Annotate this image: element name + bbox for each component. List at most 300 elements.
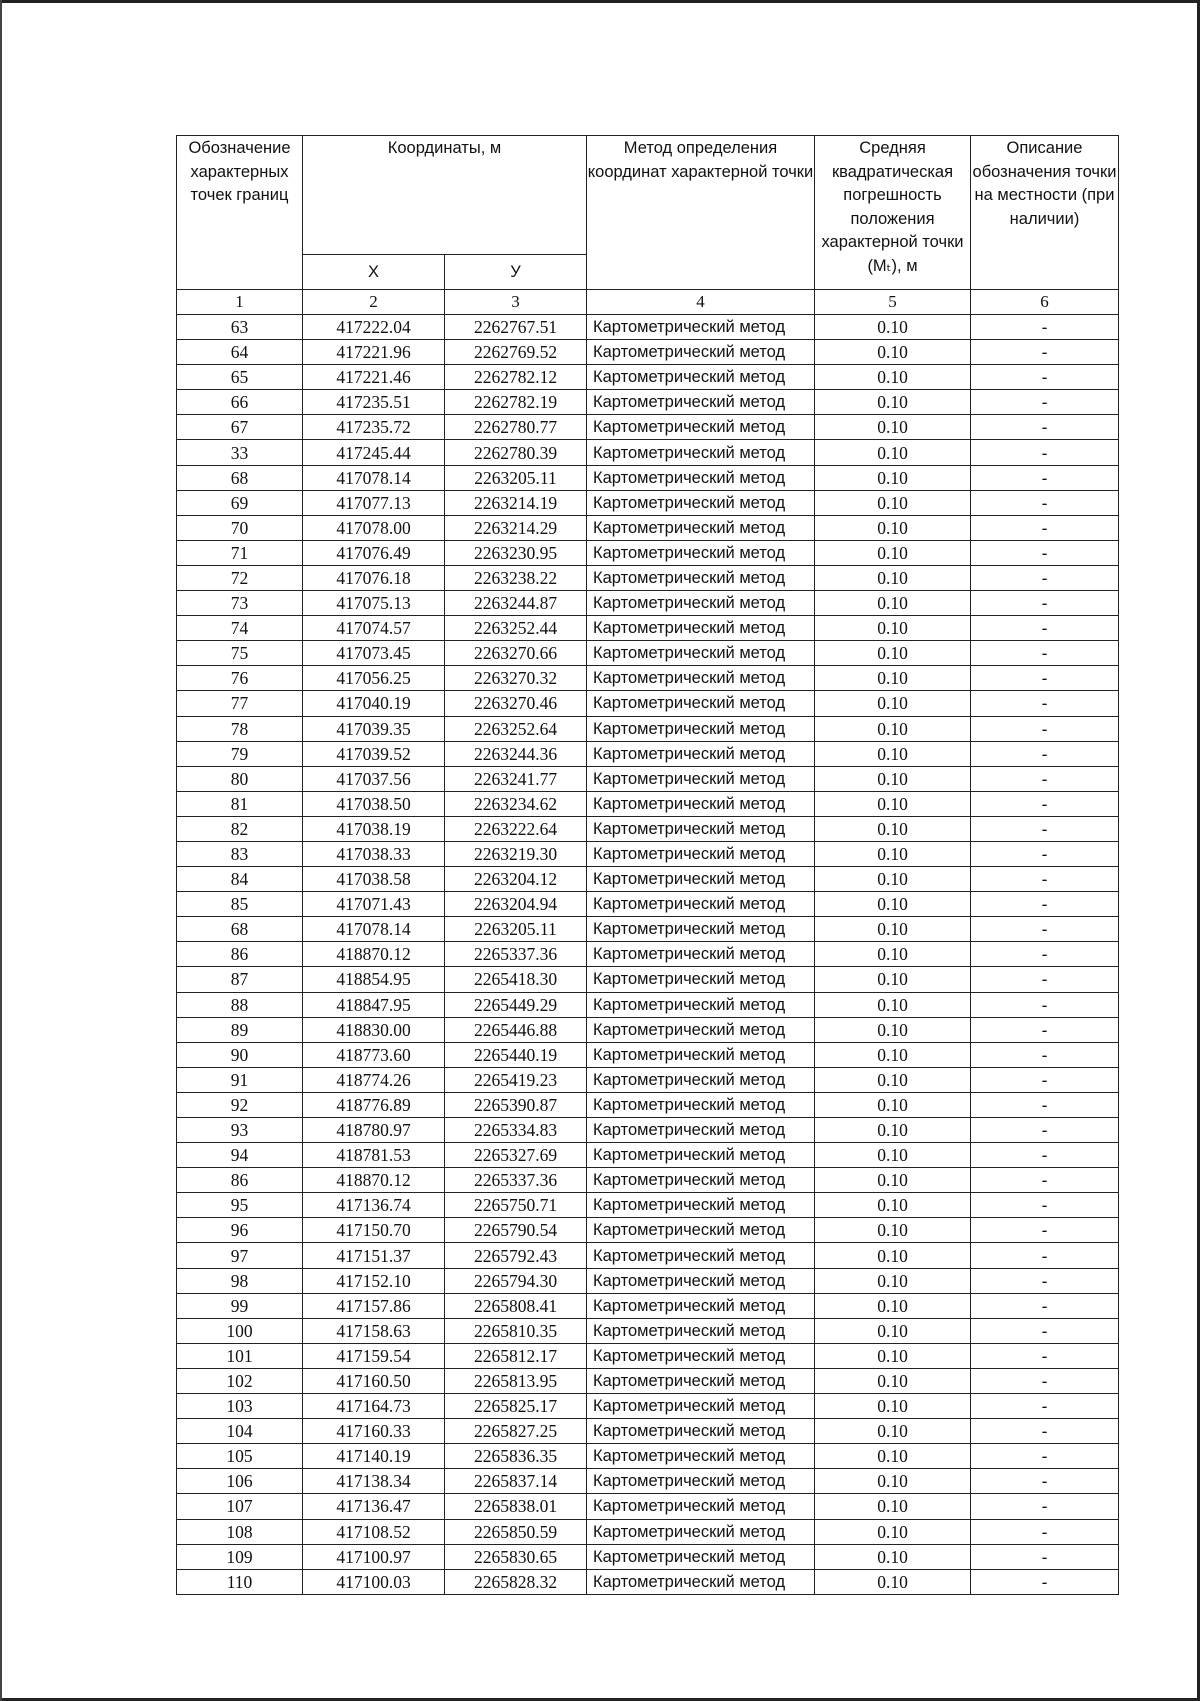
y-coordinate-cell: 2262769.52: [445, 340, 587, 365]
y-coordinate-cell: 2263270.46: [445, 691, 587, 716]
x-coordinate-cell: 417164.73: [303, 1394, 445, 1419]
rms-error-cell: 0.10: [815, 867, 971, 892]
rms-error-cell: 0.10: [815, 390, 971, 415]
point-id-cell: 106: [177, 1469, 303, 1494]
description-cell: -: [971, 841, 1119, 866]
x-coordinate-cell: 417221.46: [303, 365, 445, 390]
description-cell: -: [971, 565, 1119, 590]
rms-error-cell: 0.10: [815, 565, 971, 590]
y-coordinate-cell: 2263252.64: [445, 716, 587, 741]
method-cell: Картометрический метод: [587, 1419, 815, 1444]
method-cell: Картометрический метод: [587, 1394, 815, 1419]
table-row: [177, 340, 1119, 365]
y-coordinate-cell: 2263230.95: [445, 540, 587, 565]
point-id-cell: 107: [177, 1494, 303, 1519]
table-row: [177, 892, 1119, 917]
description-cell: -: [971, 415, 1119, 440]
point-id-cell: 67: [177, 415, 303, 440]
table-row: [177, 515, 1119, 540]
point-id-cell: 80: [177, 766, 303, 791]
description-cell: -: [971, 490, 1119, 515]
method-cell: Картометрический метод: [587, 1293, 815, 1318]
y-coordinate-cell: 2265850.59: [445, 1519, 587, 1544]
method-cell: Картометрический метод: [587, 565, 815, 590]
description-cell: -: [971, 616, 1119, 641]
x-coordinate-cell: 417038.19: [303, 816, 445, 841]
y-coordinate-cell: 2265837.14: [445, 1469, 587, 1494]
table-row: [177, 465, 1119, 490]
method-cell: Картометрический метод: [587, 766, 815, 791]
point-id-cell: 82: [177, 816, 303, 841]
description-cell: -: [971, 666, 1119, 691]
y-coordinate-cell: 2265790.54: [445, 1218, 587, 1243]
x-coordinate-cell: 417151.37: [303, 1243, 445, 1268]
description-cell: -: [971, 967, 1119, 992]
x-coordinate-cell: 417222.04: [303, 315, 445, 340]
method-cell: Картометрический метод: [587, 515, 815, 540]
header-y: У: [445, 255, 587, 290]
method-cell: Картометрический метод: [587, 490, 815, 515]
column-number: 1: [177, 290, 303, 315]
x-coordinate-cell: 418870.12: [303, 1168, 445, 1193]
table-row: [177, 766, 1119, 791]
x-coordinate-cell: 417138.34: [303, 1469, 445, 1494]
rms-error-cell: 0.10: [815, 490, 971, 515]
description-cell: -: [971, 1092, 1119, 1117]
method-cell: Картометрический метод: [587, 967, 815, 992]
method-cell: Картометрический метод: [587, 1469, 815, 1494]
point-id-cell: 84: [177, 867, 303, 892]
method-cell: Картометрический метод: [587, 616, 815, 641]
description-cell: -: [971, 716, 1119, 741]
rms-error-cell: 0.10: [815, 1419, 971, 1444]
rms-error-cell: 0.10: [815, 1318, 971, 1343]
y-coordinate-cell: 2263219.30: [445, 841, 587, 866]
description-cell: -: [971, 1243, 1119, 1268]
table-row: [177, 666, 1119, 691]
table-row: [177, 1118, 1119, 1143]
description-cell: -: [971, 892, 1119, 917]
method-cell: Картометрический метод: [587, 1017, 815, 1042]
method-cell: Картометрический метод: [587, 1268, 815, 1293]
x-coordinate-cell: 417071.43: [303, 892, 445, 917]
y-coordinate-cell: 2265827.25: [445, 1419, 587, 1444]
method-cell: Картометрический метод: [587, 1243, 815, 1268]
page-border-top: [0, 0, 1200, 3]
description-cell: -: [971, 791, 1119, 816]
point-id-cell: 94: [177, 1143, 303, 1168]
point-id-cell: 65: [177, 365, 303, 390]
method-cell: Картометрический метод: [587, 1519, 815, 1544]
x-coordinate-cell: 417136.74: [303, 1193, 445, 1218]
x-coordinate-cell: 417152.10: [303, 1268, 445, 1293]
description-cell: -: [971, 515, 1119, 540]
column-number: 6: [971, 290, 1119, 315]
header-x: X: [303, 255, 445, 290]
description-cell: -: [971, 1569, 1119, 1594]
rms-error-cell: 0.10: [815, 841, 971, 866]
method-cell: Картометрический метод: [587, 1042, 815, 1067]
description-cell: -: [971, 1218, 1119, 1243]
x-coordinate-cell: 417140.19: [303, 1444, 445, 1469]
description-cell: -: [971, 1394, 1119, 1419]
rms-error-cell: 0.10: [815, 666, 971, 691]
description-cell: -: [971, 917, 1119, 942]
table-row: [177, 591, 1119, 616]
point-id-cell: 86: [177, 1168, 303, 1193]
method-cell: Картометрический метод: [587, 340, 815, 365]
description-cell: -: [971, 1118, 1119, 1143]
rms-error-cell: 0.10: [815, 1394, 971, 1419]
column-number: 4: [587, 290, 815, 315]
description-cell: -: [971, 1268, 1119, 1293]
table-row: [177, 1494, 1119, 1519]
point-id-cell: 77: [177, 691, 303, 716]
method-cell: Картометрический метод: [587, 942, 815, 967]
description-cell: -: [971, 766, 1119, 791]
point-id-cell: 90: [177, 1042, 303, 1067]
x-coordinate-cell: 418774.26: [303, 1067, 445, 1092]
x-coordinate-cell: 417037.56: [303, 766, 445, 791]
table-row: [177, 1143, 1119, 1168]
y-coordinate-cell: 2265446.88: [445, 1017, 587, 1042]
rms-error-cell: 0.10: [815, 1143, 971, 1168]
method-cell: Картометрический метод: [587, 1218, 815, 1243]
y-coordinate-cell: 2262782.19: [445, 390, 587, 415]
description-cell: -: [971, 1293, 1119, 1318]
description-cell: -: [971, 315, 1119, 340]
point-id-cell: 76: [177, 666, 303, 691]
rms-error-cell: 0.10: [815, 540, 971, 565]
method-cell: Картометрический метод: [587, 315, 815, 340]
x-coordinate-cell: 418847.95: [303, 992, 445, 1017]
point-id-cell: 78: [177, 716, 303, 741]
rms-error-cell: 0.10: [815, 1017, 971, 1042]
x-coordinate-cell: 418773.60: [303, 1042, 445, 1067]
x-coordinate-cell: 418781.53: [303, 1143, 445, 1168]
table-row: [177, 917, 1119, 942]
y-coordinate-cell: 2263222.64: [445, 816, 587, 841]
method-cell: Картометрический метод: [587, 791, 815, 816]
header-description: Описание обозначения точки на местности (при наличии): [971, 136, 1119, 290]
description-cell: -: [971, 641, 1119, 666]
point-id-cell: 103: [177, 1394, 303, 1419]
description-cell: -: [971, 340, 1119, 365]
y-coordinate-cell: 2263204.94: [445, 892, 587, 917]
x-coordinate-cell: 417077.13: [303, 490, 445, 515]
rms-error-cell: 0.10: [815, 1343, 971, 1368]
table-row: [177, 1394, 1119, 1419]
x-coordinate-cell: 417160.33: [303, 1419, 445, 1444]
y-coordinate-cell: 2262780.77: [445, 415, 587, 440]
y-coordinate-cell: 2265750.71: [445, 1193, 587, 1218]
method-cell: Картометрический метод: [587, 465, 815, 490]
rms-error-cell: 0.10: [815, 741, 971, 766]
table-row: [177, 1092, 1119, 1117]
y-coordinate-cell: 2263214.29: [445, 515, 587, 540]
rms-error-cell: 0.10: [815, 1519, 971, 1544]
x-coordinate-cell: 417075.13: [303, 591, 445, 616]
point-id-cell: 72: [177, 565, 303, 590]
y-coordinate-cell: 2263205.11: [445, 917, 587, 942]
x-coordinate-cell: 417245.44: [303, 440, 445, 465]
method-cell: Картометрический метод: [587, 440, 815, 465]
x-coordinate-cell: 417038.58: [303, 867, 445, 892]
x-coordinate-cell: 417076.18: [303, 565, 445, 590]
point-id-cell: 104: [177, 1419, 303, 1444]
rms-error-cell: 0.10: [815, 1444, 971, 1469]
table-row: [177, 841, 1119, 866]
table-row: [177, 1243, 1119, 1268]
table-row: [177, 1444, 1119, 1469]
rms-error-cell: 0.10: [815, 415, 971, 440]
point-id-cell: 71: [177, 540, 303, 565]
point-id-cell: 85: [177, 892, 303, 917]
x-coordinate-cell: 418854.95: [303, 967, 445, 992]
rms-error-cell: 0.10: [815, 1243, 971, 1268]
point-id-cell: 98: [177, 1268, 303, 1293]
table-row: [177, 490, 1119, 515]
rms-error-cell: 0.10: [815, 365, 971, 390]
method-cell: Картометрический метод: [587, 591, 815, 616]
rms-error-cell: 0.10: [815, 1193, 971, 1218]
x-coordinate-cell: 417100.97: [303, 1544, 445, 1569]
y-coordinate-cell: 2263214.19: [445, 490, 587, 515]
method-cell: Картометрический метод: [587, 1494, 815, 1519]
y-coordinate-cell: 2263204.12: [445, 867, 587, 892]
rms-error-cell: 0.10: [815, 691, 971, 716]
y-coordinate-cell: 2265836.35: [445, 1444, 587, 1469]
point-id-cell: 109: [177, 1544, 303, 1569]
point-id-cell: 100: [177, 1318, 303, 1343]
table-row: [177, 315, 1119, 340]
table-row: [177, 616, 1119, 641]
method-cell: Картометрический метод: [587, 641, 815, 666]
table-row: [177, 1419, 1119, 1444]
method-cell: Картометрический метод: [587, 1368, 815, 1393]
description-cell: -: [971, 1444, 1119, 1469]
x-coordinate-cell: 417136.47: [303, 1494, 445, 1519]
y-coordinate-cell: 2265418.30: [445, 967, 587, 992]
method-cell: Картометрический метод: [587, 1318, 815, 1343]
x-coordinate-cell: 417073.45: [303, 641, 445, 666]
x-coordinate-cell: 417150.70: [303, 1218, 445, 1243]
y-coordinate-cell: 2265334.83: [445, 1118, 587, 1143]
point-id-cell: 93: [177, 1118, 303, 1143]
method-cell: Картометрический метод: [587, 540, 815, 565]
point-id-cell: 70: [177, 515, 303, 540]
method-cell: Картометрический метод: [587, 816, 815, 841]
x-coordinate-cell: 417076.49: [303, 540, 445, 565]
description-cell: -: [971, 1469, 1119, 1494]
method-cell: Картометрический метод: [587, 741, 815, 766]
y-coordinate-cell: 2263270.66: [445, 641, 587, 666]
y-coordinate-cell: 2265825.17: [445, 1394, 587, 1419]
table-row: [177, 641, 1119, 666]
description-cell: -: [971, 867, 1119, 892]
table-header: [177, 136, 1119, 315]
x-coordinate-cell: 417158.63: [303, 1318, 445, 1343]
description-cell: -: [971, 390, 1119, 415]
rms-error-cell: 0.10: [815, 1168, 971, 1193]
rms-error-cell: 0.10: [815, 1544, 971, 1569]
rms-error-cell: 0.10: [815, 942, 971, 967]
x-coordinate-cell: 418870.12: [303, 942, 445, 967]
point-id-cell: 96: [177, 1218, 303, 1243]
x-coordinate-cell: 417078.00: [303, 515, 445, 540]
description-cell: -: [971, 1318, 1119, 1343]
point-id-cell: 73: [177, 591, 303, 616]
method-cell: Картометрический метод: [587, 841, 815, 866]
table-row: [177, 1017, 1119, 1042]
x-coordinate-cell: 417038.50: [303, 791, 445, 816]
table-row: [177, 691, 1119, 716]
method-cell: Картометрический метод: [587, 1168, 815, 1193]
description-cell: -: [971, 591, 1119, 616]
rms-error-cell: 0.10: [815, 892, 971, 917]
description-cell: -: [971, 365, 1119, 390]
x-coordinate-cell: 417100.03: [303, 1569, 445, 1594]
description-cell: -: [971, 816, 1119, 841]
point-id-cell: 101: [177, 1343, 303, 1368]
x-coordinate-cell: 417078.14: [303, 465, 445, 490]
rms-error-cell: 0.10: [815, 917, 971, 942]
table-row: [177, 1067, 1119, 1092]
description-cell: -: [971, 1193, 1119, 1218]
table-row: [177, 1193, 1119, 1218]
x-coordinate-cell: 417056.25: [303, 666, 445, 691]
point-id-cell: 92: [177, 1092, 303, 1117]
table-row: [177, 390, 1119, 415]
table-row: [177, 565, 1119, 590]
description-cell: -: [971, 942, 1119, 967]
point-id-cell: 75: [177, 641, 303, 666]
table-row: [177, 716, 1119, 741]
method-cell: Картометрический метод: [587, 365, 815, 390]
description-cell: -: [971, 1494, 1119, 1519]
method-cell: Картометрический метод: [587, 1092, 815, 1117]
description-cell: -: [971, 1017, 1119, 1042]
rms-error-cell: 0.10: [815, 315, 971, 340]
point-id-cell: 95: [177, 1193, 303, 1218]
column-number: 3: [445, 290, 587, 315]
y-coordinate-cell: 2265390.87: [445, 1092, 587, 1117]
description-cell: -: [971, 1168, 1119, 1193]
x-coordinate-cell: 418830.00: [303, 1017, 445, 1042]
method-cell: Картометрический метод: [587, 1118, 815, 1143]
method-cell: Картометрический метод: [587, 691, 815, 716]
description-cell: -: [971, 1143, 1119, 1168]
point-id-cell: 89: [177, 1017, 303, 1042]
table-row: [177, 1268, 1119, 1293]
column-number: 2: [303, 290, 445, 315]
y-coordinate-cell: 2262767.51: [445, 315, 587, 340]
description-cell: -: [971, 691, 1119, 716]
y-coordinate-cell: 2263241.77: [445, 766, 587, 791]
point-id-cell: 102: [177, 1368, 303, 1393]
x-coordinate-cell: 417235.72: [303, 415, 445, 440]
rms-error-cell: 0.10: [815, 641, 971, 666]
rms-error-cell: 0.10: [815, 1494, 971, 1519]
y-coordinate-cell: 2265794.30: [445, 1268, 587, 1293]
rms-error-cell: 0.10: [815, 992, 971, 1017]
header-method: Метод определения координат характерной точки: [587, 136, 815, 290]
description-cell: -: [971, 440, 1119, 465]
y-coordinate-cell: 2265337.36: [445, 942, 587, 967]
rms-error-cell: 0.10: [815, 1569, 971, 1594]
table-row: [177, 540, 1119, 565]
y-coordinate-cell: 2263238.22: [445, 565, 587, 590]
point-id-cell: 81: [177, 791, 303, 816]
rms-error-cell: 0.10: [815, 440, 971, 465]
point-id-cell: 97: [177, 1243, 303, 1268]
point-id-cell: 86: [177, 942, 303, 967]
method-cell: Картометрический метод: [587, 867, 815, 892]
y-coordinate-cell: 2263205.11: [445, 465, 587, 490]
description-cell: -: [971, 1343, 1119, 1368]
y-coordinate-cell: 2263244.36: [445, 741, 587, 766]
description-cell: -: [971, 741, 1119, 766]
table-row: [177, 1218, 1119, 1243]
method-cell: Картометрический метод: [587, 917, 815, 942]
y-coordinate-cell: 2262782.12: [445, 365, 587, 390]
point-id-cell: 68: [177, 917, 303, 942]
table-row: [177, 1544, 1119, 1569]
page-border-left: [0, 0, 2, 1701]
table-row: [177, 1569, 1119, 1594]
description-cell: -: [971, 465, 1119, 490]
y-coordinate-cell: 2263234.62: [445, 791, 587, 816]
point-id-cell: 69: [177, 490, 303, 515]
point-id-cell: 91: [177, 1067, 303, 1092]
point-id-cell: 99: [177, 1293, 303, 1318]
table-row: [177, 1469, 1119, 1494]
y-coordinate-cell: 2265838.01: [445, 1494, 587, 1519]
x-coordinate-cell: 417074.57: [303, 616, 445, 641]
point-id-cell: 105: [177, 1444, 303, 1469]
y-coordinate-cell: 2263244.87: [445, 591, 587, 616]
x-coordinate-cell: 417040.19: [303, 691, 445, 716]
x-coordinate-cell: 417235.51: [303, 390, 445, 415]
x-coordinate-cell: 417108.52: [303, 1519, 445, 1544]
x-coordinate-cell: 417160.50: [303, 1368, 445, 1393]
header-point-designation: Обозначение характерных точек границ: [177, 136, 303, 290]
y-coordinate-cell: 2265792.43: [445, 1243, 587, 1268]
point-id-cell: 108: [177, 1519, 303, 1544]
table-row: [177, 365, 1119, 390]
x-coordinate-cell: 417078.14: [303, 917, 445, 942]
table-row: [177, 867, 1119, 892]
rms-error-cell: 0.10: [815, 465, 971, 490]
y-coordinate-cell: 2265449.29: [445, 992, 587, 1017]
rms-error-cell: 0.10: [815, 1218, 971, 1243]
point-id-cell: 63: [177, 315, 303, 340]
rms-error-cell: 0.10: [815, 1268, 971, 1293]
rms-error-cell: 0.10: [815, 766, 971, 791]
rms-error-cell: 0.10: [815, 616, 971, 641]
table-row: [177, 415, 1119, 440]
x-coordinate-cell: 418780.97: [303, 1118, 445, 1143]
x-coordinate-cell: 417039.35: [303, 716, 445, 741]
point-id-cell: 66: [177, 390, 303, 415]
y-coordinate-cell: 2263252.44: [445, 616, 587, 641]
y-coordinate-cell: 2265810.35: [445, 1318, 587, 1343]
point-id-cell: 83: [177, 841, 303, 866]
table-row: [177, 741, 1119, 766]
table-row: [177, 1343, 1119, 1368]
table-row: [177, 816, 1119, 841]
x-coordinate-cell: 417159.54: [303, 1343, 445, 1368]
